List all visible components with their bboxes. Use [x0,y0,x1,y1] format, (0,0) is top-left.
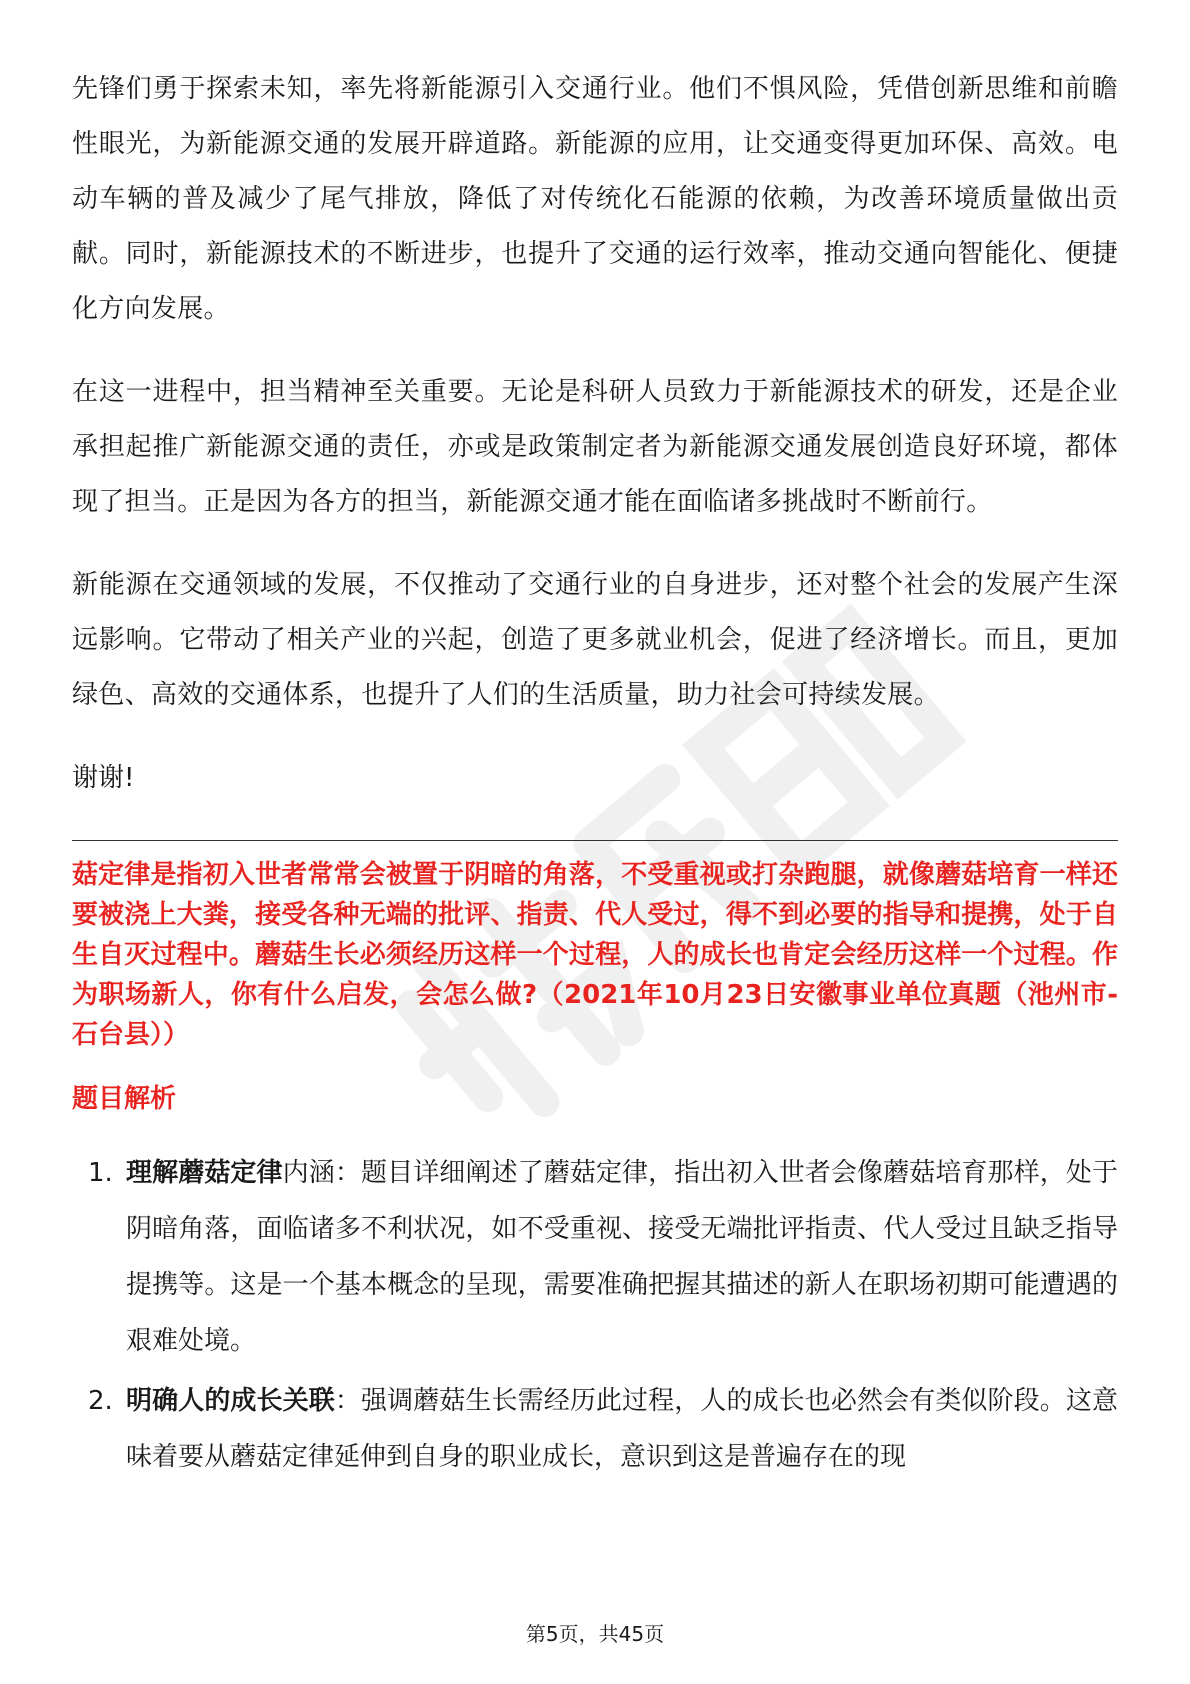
body-paragraph-3: 新能源在交通领域的发展，不仅推动了交通行业的自身进步，还对整个社会的发展产生深远影响。它带动了相关产业的兴起，创造了更多就业机会，促进了经济增长。而且，更加绿色、高效的交通体系，也提升了人们的生活质量，助力社会可持续发展。 [72,570,1118,710]
item-number: 1. [88,1158,113,1188]
analysis-list [72,1145,1118,1485]
body-paragraph-2: 在这一进程中，担当精神至关重要。无论是科研人员致力于新能源技术的研发，还是企业承担起推广新能源交通的责任，亦或是政策制定者为新能源交通发展创造良好环境，都体现了担当。正是因为各方的担当，新能源交通才能在面临诸多挑战时不断前行。 [72,377,1118,517]
analysis-item [72,1145,1118,1369]
question-text: 菇定律是指初入世者常常会被置于阴暗的角落，不受重视或打杂跑腿，就像蘑菇培育一样还要被浇上大粪，接受各种无端的批评、指责、代人受过，得不到必要的指导和提携，处于自生自灭过程中。蘑菇生长必须经历这样一个过程，人的成长也肯定会经历这样一个过程。作为职场新人，你有什么启发，会怎么做?（2021年10月23日安徽事业单位真题（池州市-石台县）） [72,860,1118,1050]
closing-text: 谢谢! [72,763,135,793]
item-body: ：强调蘑菇生长需经历此过程，人的成长也必然会有类似阶段。这意味着要从蘑菇定律延伸到自身的职业成长，意识到这是普遍存在的现 [126,1386,1118,1472]
analysis-title: 题目解析 [72,1084,177,1114]
item-number: 2. [88,1386,113,1416]
analysis-item [72,1373,1118,1485]
item-body: 内涵：题目详细阐述了蘑菇定律，指出初入世者会像蘑菇培育那样，处于阴暗角落，面临诸多不利状况，如不受重视、接受无端批评指责、代人受过且缺乏指导提携等。这是一个基本概念的呈现，需要准确把握其描述的新人在职场初期可能遭遇的艰难处境。 [126,1158,1118,1356]
page-footer: 第5页，共45页 [525,1622,665,1646]
main-content [72,62,1118,1489]
section-divider [72,840,1118,841]
item-heading: 理解蘑菇定律 [126,1158,283,1188]
body-paragraph-1: 先锋们勇于探索未知，率先将新能源引入交通行业。他们不惧风险，凭借创新思维和前瞻性眼光，为新能源交通的发展开辟道路。新能源的应用，让交通变得更加环保、高效。电动车辆的普及减少了尾气排放，降低了对传统化石能源的依赖，为改善环境质量做出贡献。同时，新能源技术的不断进步，也提升了交通的运行效率，推动交通向智能化、便捷化方向发展。 [72,74,1118,324]
item-heading: 明确人的成长关联 [126,1386,335,1416]
